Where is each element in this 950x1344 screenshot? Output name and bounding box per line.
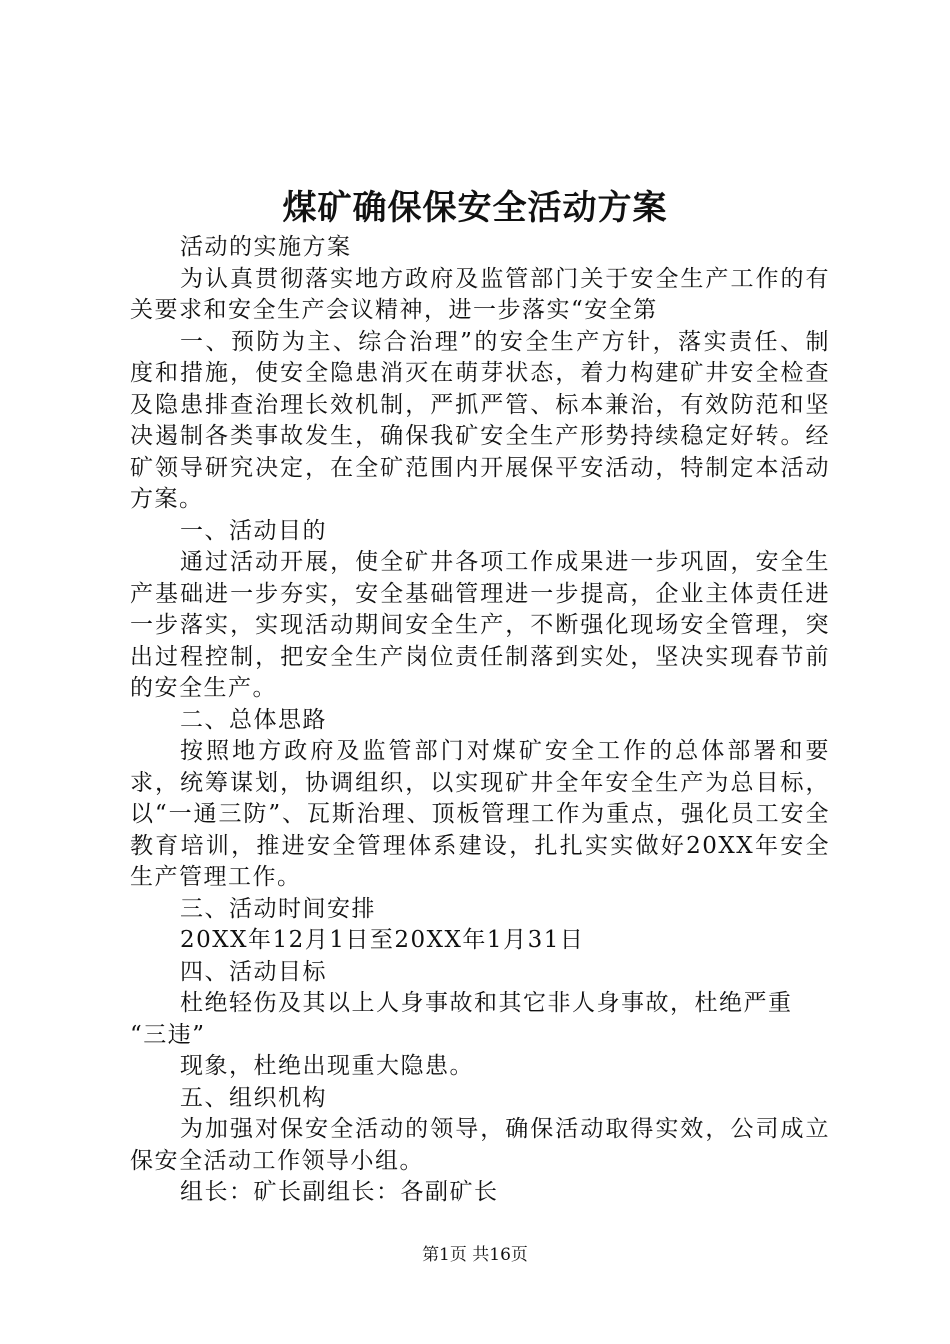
paragraph-schedule: 20XX年12月1日至20XX年1月31日: [180, 927, 585, 953]
document-title: 煤矿确保保安全活动方案: [282, 188, 668, 228]
paragraph-overall-approach: 按照地方政府及监管部门对煤矿安全工作的总体部署和要求，统筹谋划，协调组织，以实现矿井全年安全生产为总目标，以“一通三防”、瓦斯治理、顶板管理工作为重点，强化员工安全教育培训，推进安全管理体系建设，扎扎实实做好20XX年安全生产管理工作。: [130, 738, 830, 890]
paragraph-activity-goals: 杜绝轻伤及其以上人身事故和其它非人身事故，杜绝严重: [180, 990, 793, 1016]
paragraph-activity-purpose: 通过活动开展，使全矿井各项工作成果进一步巩固，安全生产基础进一步夯实，安全基础管理进一步提高，企业主体责任进一步落实，实现活动期间安全生产，不断强化现场安全管理，突出过程控制，把安全生产岗位责任制落到实处，坚决实现春节前的安全生产。: [130, 549, 830, 701]
document-body: [130, 232, 830, 1209]
paragraph-policy: 一、预防为主、综合治理”的安全生产方针，落实责任、制度和措施，使安全隐患消灭在萌芽状态，着力构建矿井安全检查及隐患排查治理长效机制，严抓严管、标本兼治，有效防范和坚决遏制各类事故发生，确保我矿安全生产形势持续稳定好转。经矿领导研究决定，在全矿范围内开展保平安活动，特制定本活动方案。: [130, 328, 830, 512]
heading-organization: 五、组织机构: [180, 1084, 327, 1111]
heading-activity-goals: 四、活动目标: [180, 958, 327, 985]
heading-activity-purpose: 一、活动目的: [180, 517, 327, 544]
page-number-footer: 第1页 共16页: [422, 1245, 528, 1265]
paragraph-organization: 为加强对保安全活动的领导，确保活动取得实效，公司成立保安全活动工作领导小组。: [130, 1116, 830, 1174]
paragraph-implementation-plan: 活动的实施方案: [180, 234, 352, 260]
paragraph-three-violations: “三违”: [130, 1021, 206, 1048]
paragraph-intro: 为认真贯彻落实地方政府及监管部门关于安全生产工作的有关要求和安全生产会议精神，进一步落实“安全第: [130, 265, 830, 323]
heading-overall-approach: 二、总体思路: [180, 706, 327, 733]
paragraph-team-leaders: 组长：矿长副组长：各副矿长: [180, 1179, 499, 1205]
heading-schedule: 三、活动时间安排: [180, 895, 376, 922]
paragraph-goals-continued: 现象，杜绝出现重大隐患。: [180, 1053, 474, 1079]
